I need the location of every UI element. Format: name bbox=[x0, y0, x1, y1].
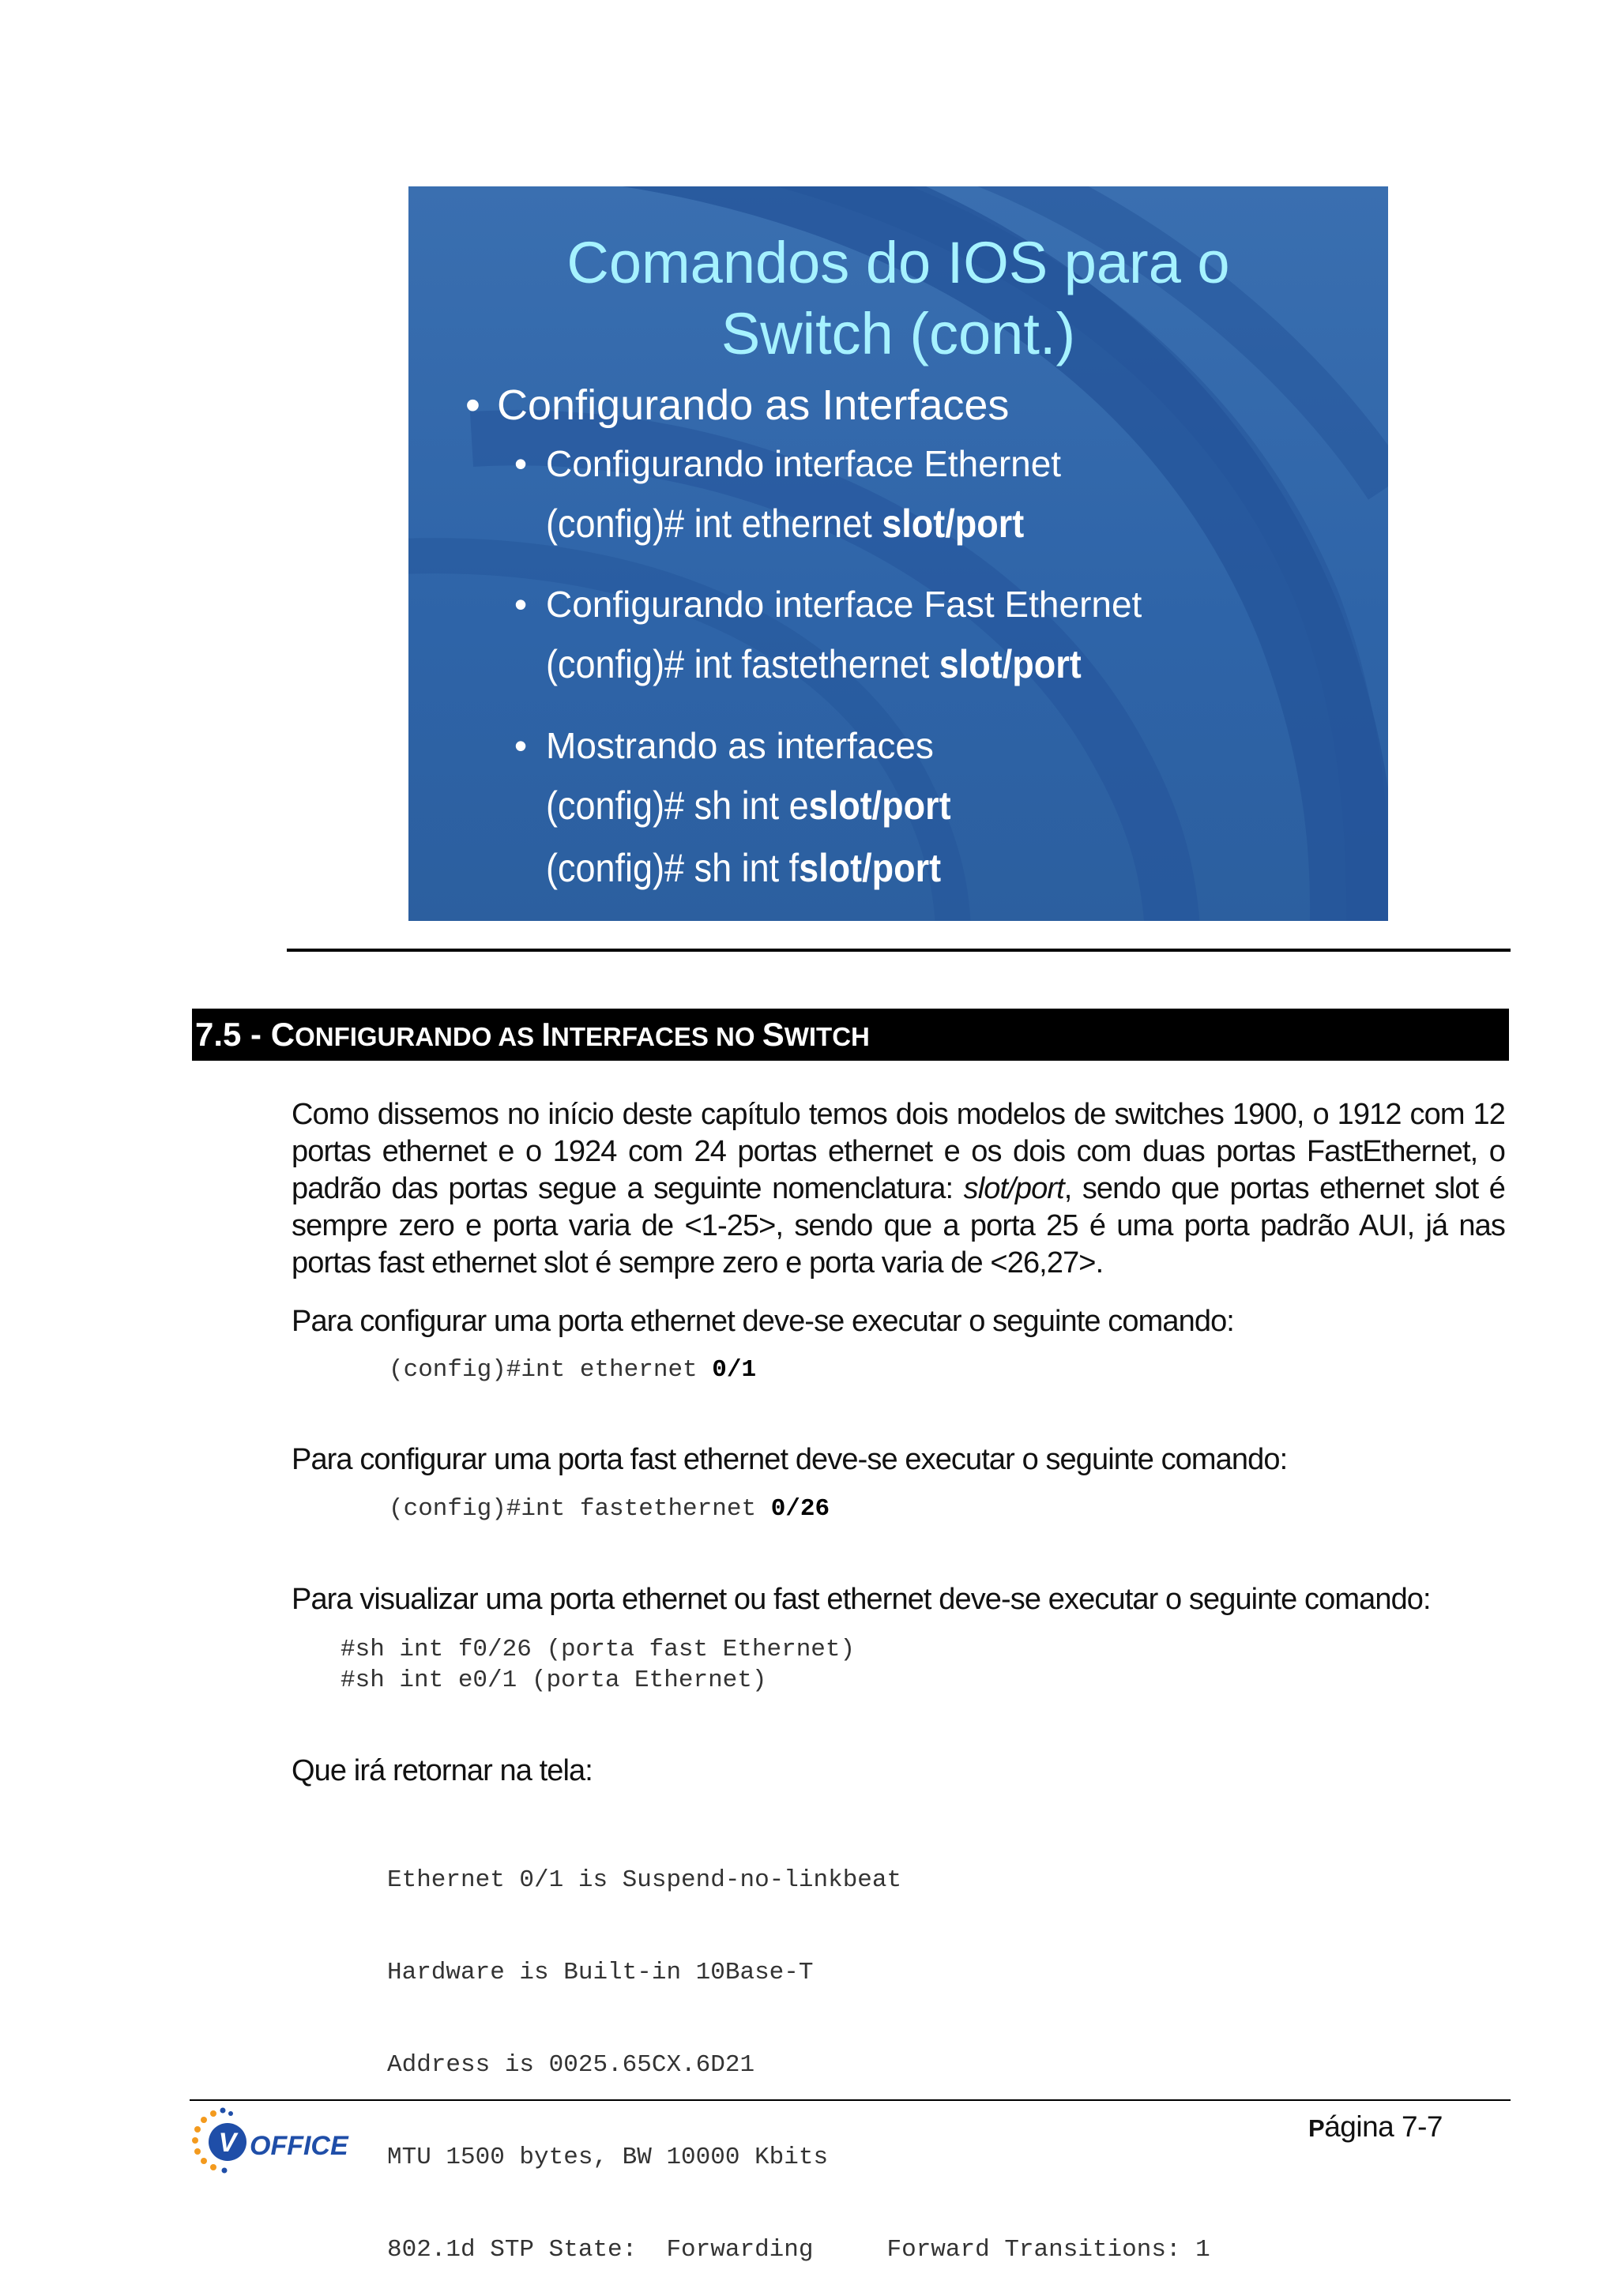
code-prefix: (config)#int ethernet bbox=[389, 1356, 713, 1384]
logo-letter: V bbox=[218, 2128, 237, 2158]
divider-rule bbox=[287, 949, 1511, 952]
body-paragraph-ethernet: Para configurar uma porta ethernet deve-se executar o seguinte comando: bbox=[292, 1305, 1234, 1338]
section-title-cap: I bbox=[541, 1016, 551, 1053]
slide-command-sh-int-e bbox=[546, 783, 951, 829]
body-paragraph-visualizar: Para visualizar uma porta ethernet ou fast ethernet deve-se executar o seguinte comando: bbox=[292, 1583, 1431, 1616]
slide-sub-bullet-fast-ethernet bbox=[514, 583, 1142, 626]
cmd-bold: slot/port bbox=[939, 642, 1082, 686]
page-prefix: P bbox=[1308, 2114, 1325, 2142]
page-label: ágina 7-7 bbox=[1324, 2110, 1443, 2143]
cmd-prefix: (config)# int fastethernet bbox=[546, 642, 939, 686]
code-bold: 0/26 bbox=[770, 1495, 830, 1523]
output-line: MTU 1500 bytes, BW 10000 Kbits bbox=[387, 2144, 829, 2171]
page-number bbox=[1308, 2110, 1443, 2144]
code-prefix: (config)#int fastethernet bbox=[389, 1495, 771, 1523]
cmd-prefix: (config)# int ethernet bbox=[546, 502, 882, 546]
output-line: 802.1d STP State: Forwarding Forward Transitions: 1 bbox=[387, 2236, 1210, 2264]
bullet-icon: • bbox=[514, 584, 528, 625]
code-bold: 0/1 bbox=[712, 1356, 757, 1384]
para-text: Como dissemos no início deste capítulo temos dois modelos de switches 1900, o 1912 com 12 portas ethernet e o 1924 com 24 portas ethernet e os dois com duas portas FastEthernet, o padrão das portas segue a seguinte nomenclatura: bbox=[292, 1098, 1505, 1205]
slide-sub-bullet-text: Configurando interface Fast Ethernet bbox=[546, 584, 1142, 625]
body-paragraph-retornar: Que irá retornar na tela: bbox=[292, 1754, 593, 1787]
code-line: #sh int e0/1 (porta Ethernet) bbox=[341, 1667, 767, 1694]
section-title-smallcaps: WITCH bbox=[784, 1022, 870, 1051]
output-line: Ethernet 0/1 is Suspend-no-linkbeat bbox=[387, 1866, 902, 1894]
cmd-prefix: (config)# sh int f bbox=[546, 846, 800, 890]
footer-rule bbox=[190, 2099, 1511, 2101]
section-title-smallcaps: ONFIGURANDO AS bbox=[295, 1022, 542, 1051]
code-output-block bbox=[387, 1803, 1210, 2296]
para-text: , sendo que portas ethernet slot é sempre zero e porta varia de <1-25>, sendo que a porta 25 é uma porta padrão AUI, já nas portas fast ethernet slot é sempre zero e porta varia de <26,27>. bbox=[292, 1172, 1506, 1280]
section-number: 7.5 - bbox=[195, 1016, 271, 1053]
slide-bullet-text: Configurando as Interfaces bbox=[497, 381, 1010, 429]
slide-sub-bullet-text: Configurando interface Ethernet bbox=[546, 443, 1062, 484]
cmd-bold: slot/port bbox=[799, 846, 942, 890]
cmd-bold: slot/port bbox=[808, 783, 951, 828]
bullet-icon: • bbox=[514, 725, 528, 766]
output-line: Address is 0025.65CX.6D21 bbox=[387, 2051, 755, 2079]
cmd-prefix: (config)# sh int e bbox=[546, 783, 809, 828]
section-heading bbox=[192, 1009, 1509, 1061]
slide-sub-bullet-ethernet bbox=[514, 442, 1061, 485]
slide-sub-bullet-text: Mostrando as interfaces bbox=[546, 725, 934, 766]
section-title-smallcaps: NTERFACES NO bbox=[551, 1022, 762, 1051]
slide-image bbox=[408, 186, 1388, 921]
body-paragraph-fast-ethernet: Para configurar uma porta fast ethernet deve-se executar o seguinte comando: bbox=[292, 1443, 1288, 1476]
cmd-bold: slot/port bbox=[882, 502, 1025, 546]
slide-sub-bullet-mostrando bbox=[514, 724, 934, 767]
slide-title-line1: Comandos do IOS para o bbox=[566, 230, 1230, 295]
code-int-ethernet bbox=[389, 1355, 756, 1385]
slide-command-ethernet bbox=[546, 501, 1024, 547]
logo-text: OFFICE bbox=[250, 2131, 348, 2161]
bullet-icon: • bbox=[465, 381, 480, 429]
code-line: #sh int f0/26 (porta fast Ethernet) bbox=[341, 1636, 856, 1663]
slide-title-line2: Switch (cont.) bbox=[721, 301, 1076, 366]
section-title-cap: S bbox=[762, 1016, 785, 1053]
body-paragraph-intro bbox=[292, 1096, 1505, 1282]
code-int-fastethernet bbox=[389, 1494, 830, 1524]
section-title-cap: C bbox=[270, 1016, 295, 1053]
slide-bullet-configurando-interfaces bbox=[465, 381, 1009, 430]
slide-command-fast-ethernet bbox=[546, 641, 1082, 687]
para-italic: slot/port bbox=[963, 1172, 1064, 1205]
output-line: Hardware is Built-in 10Base-T bbox=[387, 1959, 814, 1986]
voffice-logo-icon bbox=[190, 2107, 363, 2178]
slide-command-sh-int-f bbox=[546, 845, 941, 891]
bullet-icon: • bbox=[514, 443, 528, 484]
slide-title bbox=[408, 227, 1388, 370]
code-sh-int-block bbox=[341, 1634, 855, 1696]
